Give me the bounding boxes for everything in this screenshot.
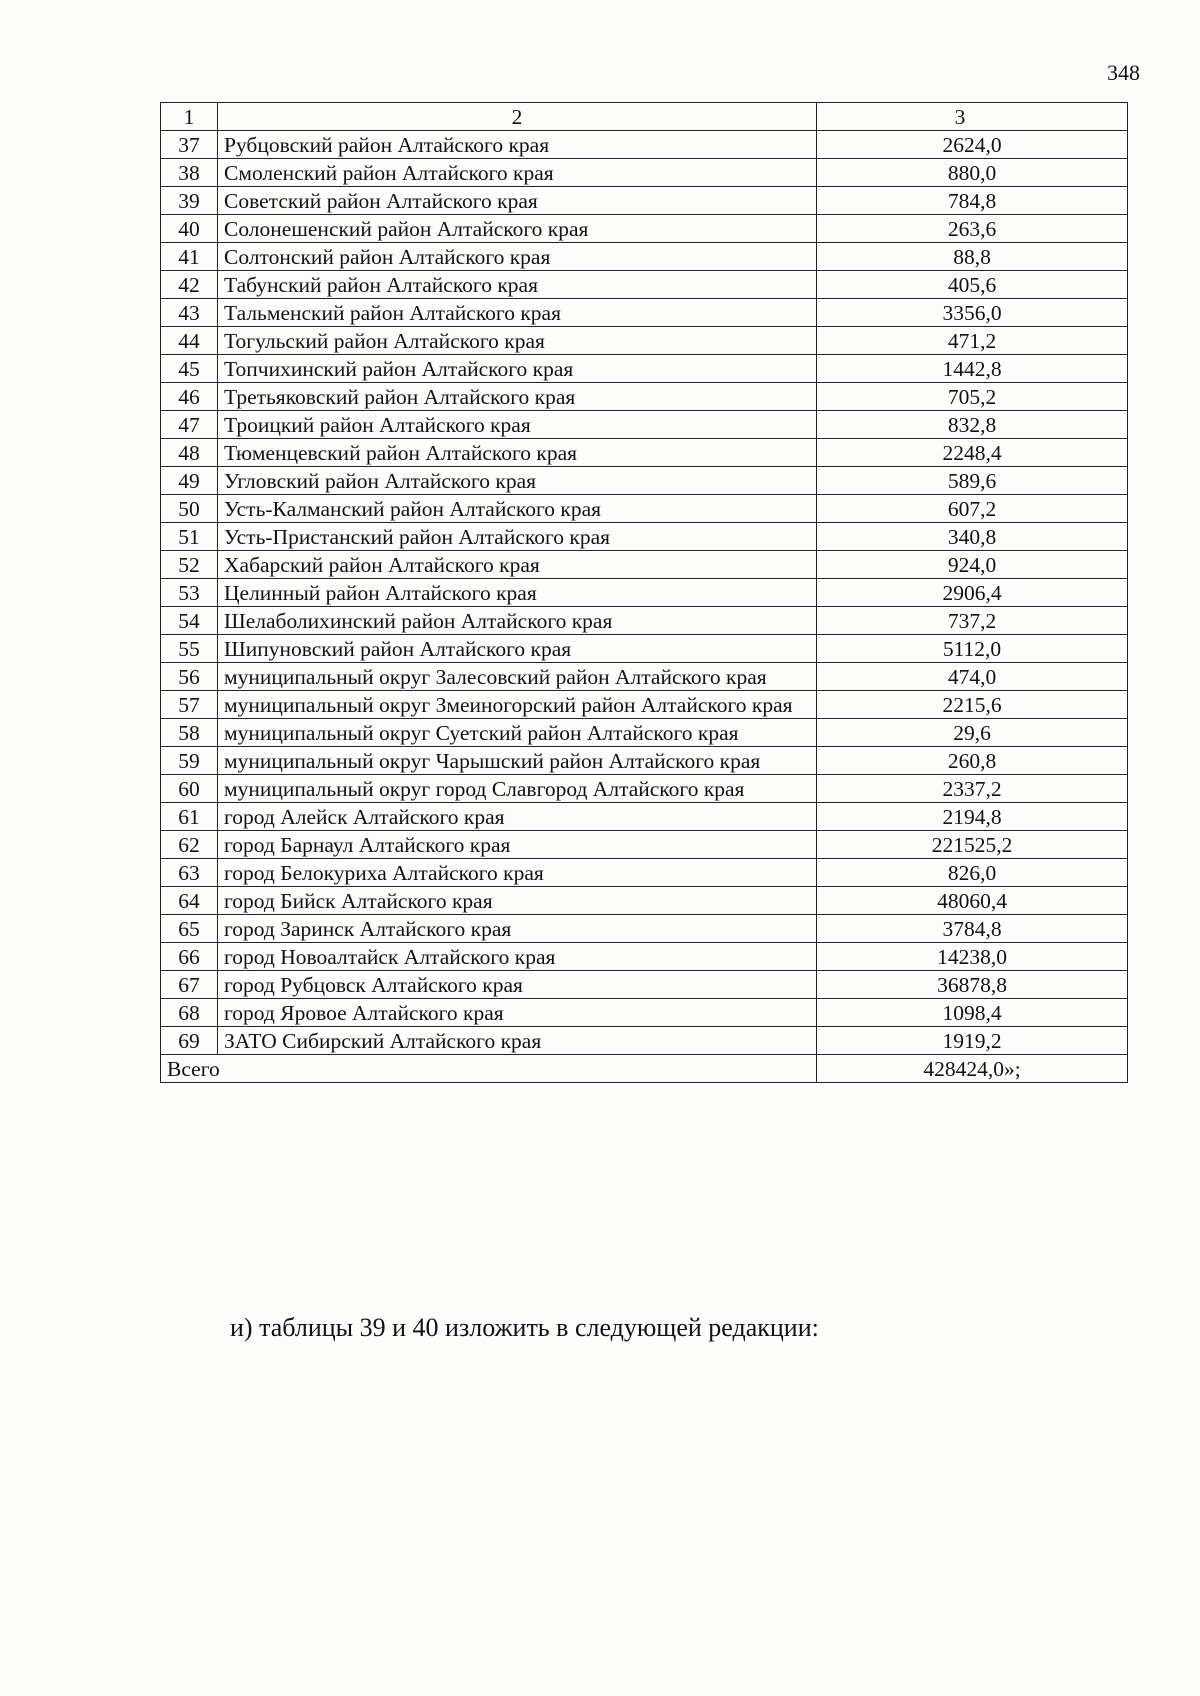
row-number-cell: 38	[161, 159, 218, 187]
table-row	[161, 523, 1128, 551]
row-number-cell: 50	[161, 495, 218, 523]
row-number-cell: 65	[161, 915, 218, 943]
row-number-cell: 41	[161, 243, 218, 271]
amount-cell: 1442,8	[817, 355, 1128, 383]
table-row	[161, 747, 1128, 775]
table-row	[161, 607, 1128, 635]
table-row	[161, 215, 1128, 243]
row-number-cell: 52	[161, 551, 218, 579]
row-number-cell: 58	[161, 719, 218, 747]
municipality-name-cell: Тюменцевский район Алтайского края	[218, 439, 817, 467]
amount-cell: 880,0	[817, 159, 1128, 187]
table-row	[161, 915, 1128, 943]
municipality-name-cell: Хабарский район Алтайского края	[218, 551, 817, 579]
row-number-cell: 49	[161, 467, 218, 495]
amount-cell: 784,8	[817, 187, 1128, 215]
municipality-name-cell: Целинный район Алтайского края	[218, 579, 817, 607]
table-row	[161, 831, 1128, 859]
municipality-name-cell: Солтонский район Алтайского края	[218, 243, 817, 271]
amount-cell: 589,6	[817, 467, 1128, 495]
table-row	[161, 579, 1128, 607]
table-row	[161, 271, 1128, 299]
amount-cell: 221525,2	[817, 831, 1128, 859]
table-row	[161, 551, 1128, 579]
amount-cell: 3784,8	[817, 915, 1128, 943]
municipality-name-cell: Табунский район Алтайского края	[218, 271, 817, 299]
amount-cell: 471,2	[817, 327, 1128, 355]
row-number-cell: 61	[161, 803, 218, 831]
municipality-name-cell: город Рубцовск Алтайского края	[218, 971, 817, 999]
municipality-name-cell: ЗАТО Сибирский Алтайского края	[218, 1027, 817, 1055]
table-row	[161, 383, 1128, 411]
amount-cell: 1098,4	[817, 999, 1128, 1027]
row-number-cell: 56	[161, 663, 218, 691]
amount-cell: 29,6	[817, 719, 1128, 747]
municipality-name-cell: Усть-Пристанский район Алтайского края	[218, 523, 817, 551]
row-number-cell: 46	[161, 383, 218, 411]
table-total-row	[161, 1055, 1128, 1083]
table-row	[161, 159, 1128, 187]
table-row	[161, 243, 1128, 271]
table-row	[161, 439, 1128, 467]
municipality-name-cell: Угловский район Алтайского края	[218, 467, 817, 495]
municipality-name-cell: Советский район Алтайского края	[218, 187, 817, 215]
municipality-name-cell: муниципальный округ Змеиногорский район Алтайского края	[218, 691, 817, 719]
amount-cell: 340,8	[817, 523, 1128, 551]
row-number-cell: 42	[161, 271, 218, 299]
row-number-cell: 54	[161, 607, 218, 635]
row-number-cell: 59	[161, 747, 218, 775]
municipality-name-cell: город Яровое Алтайского края	[218, 999, 817, 1027]
row-number-cell: 48	[161, 439, 218, 467]
table-row	[161, 719, 1128, 747]
table-body	[161, 103, 1128, 1083]
amount-cell: 2194,8	[817, 803, 1128, 831]
table-row	[161, 971, 1128, 999]
total-label-cell: Всего	[161, 1055, 817, 1083]
row-number-cell: 63	[161, 859, 218, 887]
municipality-name-cell: Топчихинский район Алтайского края	[218, 355, 817, 383]
municipality-name-cell: муниципальный округ Чарышский район Алтайского края	[218, 747, 817, 775]
municipality-name-cell: город Алейск Алтайского края	[218, 803, 817, 831]
municipality-name-cell: Усть-Калманский район Алтайского края	[218, 495, 817, 523]
table-row	[161, 775, 1128, 803]
row-number-cell: 45	[161, 355, 218, 383]
municipality-name-cell: муниципальный округ Суетский район Алтайского края	[218, 719, 817, 747]
municipality-name-cell: город Белокуриха Алтайского края	[218, 859, 817, 887]
amount-cell: 405,6	[817, 271, 1128, 299]
table-row	[161, 635, 1128, 663]
amount-cell: 737,2	[817, 607, 1128, 635]
amount-cell: 705,2	[817, 383, 1128, 411]
amount-cell: 88,8	[817, 243, 1128, 271]
footer-text: и) таблицы 39 и 40 изложить в следующей редакции:	[230, 1313, 819, 1342]
table-row	[161, 663, 1128, 691]
amount-cell: 2906,4	[817, 579, 1128, 607]
municipality-name-cell: Тогульский район Алтайского края	[218, 327, 817, 355]
table-row	[161, 187, 1128, 215]
municipality-name-cell: Солонешенский район Алтайского края	[218, 215, 817, 243]
amount-cell: 5112,0	[817, 635, 1128, 663]
municipality-name-cell: город Новоалтайск Алтайского края	[218, 943, 817, 971]
amount-cell: 2215,6	[817, 691, 1128, 719]
row-number-cell: 67	[161, 971, 218, 999]
amount-cell: 1919,2	[817, 1027, 1128, 1055]
row-number-cell: 37	[161, 131, 218, 159]
amount-cell: 924,0	[817, 551, 1128, 579]
amount-cell: 2248,4	[817, 439, 1128, 467]
header-cell-name: 2	[218, 103, 817, 131]
row-number-cell: 40	[161, 215, 218, 243]
page-number: 348	[1107, 60, 1140, 85]
table-row	[161, 803, 1128, 831]
municipality-name-cell: Рубцовский район Алтайского края	[218, 131, 817, 159]
row-number-cell: 68	[161, 999, 218, 1027]
row-number-cell: 55	[161, 635, 218, 663]
amount-cell: 36878,8	[817, 971, 1128, 999]
row-number-cell: 44	[161, 327, 218, 355]
table-header-row	[161, 103, 1128, 131]
row-number-cell: 69	[161, 1027, 218, 1055]
table-row	[161, 859, 1128, 887]
row-number-cell: 51	[161, 523, 218, 551]
municipality-name-cell: Троицкий район Алтайского края	[218, 411, 817, 439]
row-number-cell: 60	[161, 775, 218, 803]
amount-cell: 474,0	[817, 663, 1128, 691]
municipality-name-cell: город Барнаул Алтайского края	[218, 831, 817, 859]
table-row	[161, 1027, 1128, 1055]
table-row	[161, 355, 1128, 383]
row-number-cell: 43	[161, 299, 218, 327]
municipality-name-cell: Смоленский район Алтайского края	[218, 159, 817, 187]
amount-cell: 607,2	[817, 495, 1128, 523]
data-table	[160, 102, 1128, 1083]
row-number-cell: 47	[161, 411, 218, 439]
municipality-name-cell: Шипуновский район Алтайского края	[218, 635, 817, 663]
row-number-cell: 62	[161, 831, 218, 859]
amount-cell: 14238,0	[817, 943, 1128, 971]
table-row	[161, 495, 1128, 523]
table-row	[161, 999, 1128, 1027]
table-row	[161, 299, 1128, 327]
table-row	[161, 327, 1128, 355]
municipality-name-cell: Тальменский район Алтайского края	[218, 299, 817, 327]
municipality-name-cell: муниципальный округ Залесовский район Алтайского края	[218, 663, 817, 691]
table-row	[161, 467, 1128, 495]
row-number-cell: 64	[161, 887, 218, 915]
table-row	[161, 943, 1128, 971]
header-cell-num: 1	[161, 103, 218, 131]
municipality-name-cell: город Заринск Алтайского края	[218, 915, 817, 943]
table-row	[161, 131, 1128, 159]
row-number-cell: 57	[161, 691, 218, 719]
amount-cell: 826,0	[817, 859, 1128, 887]
amount-cell: 2624,0	[817, 131, 1128, 159]
municipality-name-cell: Третьяковский район Алтайского края	[218, 383, 817, 411]
amount-cell: 48060,4	[817, 887, 1128, 915]
total-amount-cell: 428424,0»;	[817, 1055, 1128, 1083]
amount-cell: 3356,0	[817, 299, 1128, 327]
table-row	[161, 411, 1128, 439]
municipality-name-cell: муниципальный округ город Славгород Алтайского края	[218, 775, 817, 803]
amount-cell: 263,6	[817, 215, 1128, 243]
row-number-cell: 66	[161, 943, 218, 971]
header-cell-value: 3	[817, 103, 1128, 131]
amount-cell: 832,8	[817, 411, 1128, 439]
row-number-cell: 39	[161, 187, 218, 215]
table-row	[161, 887, 1128, 915]
municipality-name-cell: город Бийск Алтайского края	[218, 887, 817, 915]
table-row	[161, 691, 1128, 719]
municipality-name-cell: Шелаболихинский район Алтайского края	[218, 607, 817, 635]
amount-cell: 260,8	[817, 747, 1128, 775]
amount-cell: 2337,2	[817, 775, 1128, 803]
row-number-cell: 53	[161, 579, 218, 607]
